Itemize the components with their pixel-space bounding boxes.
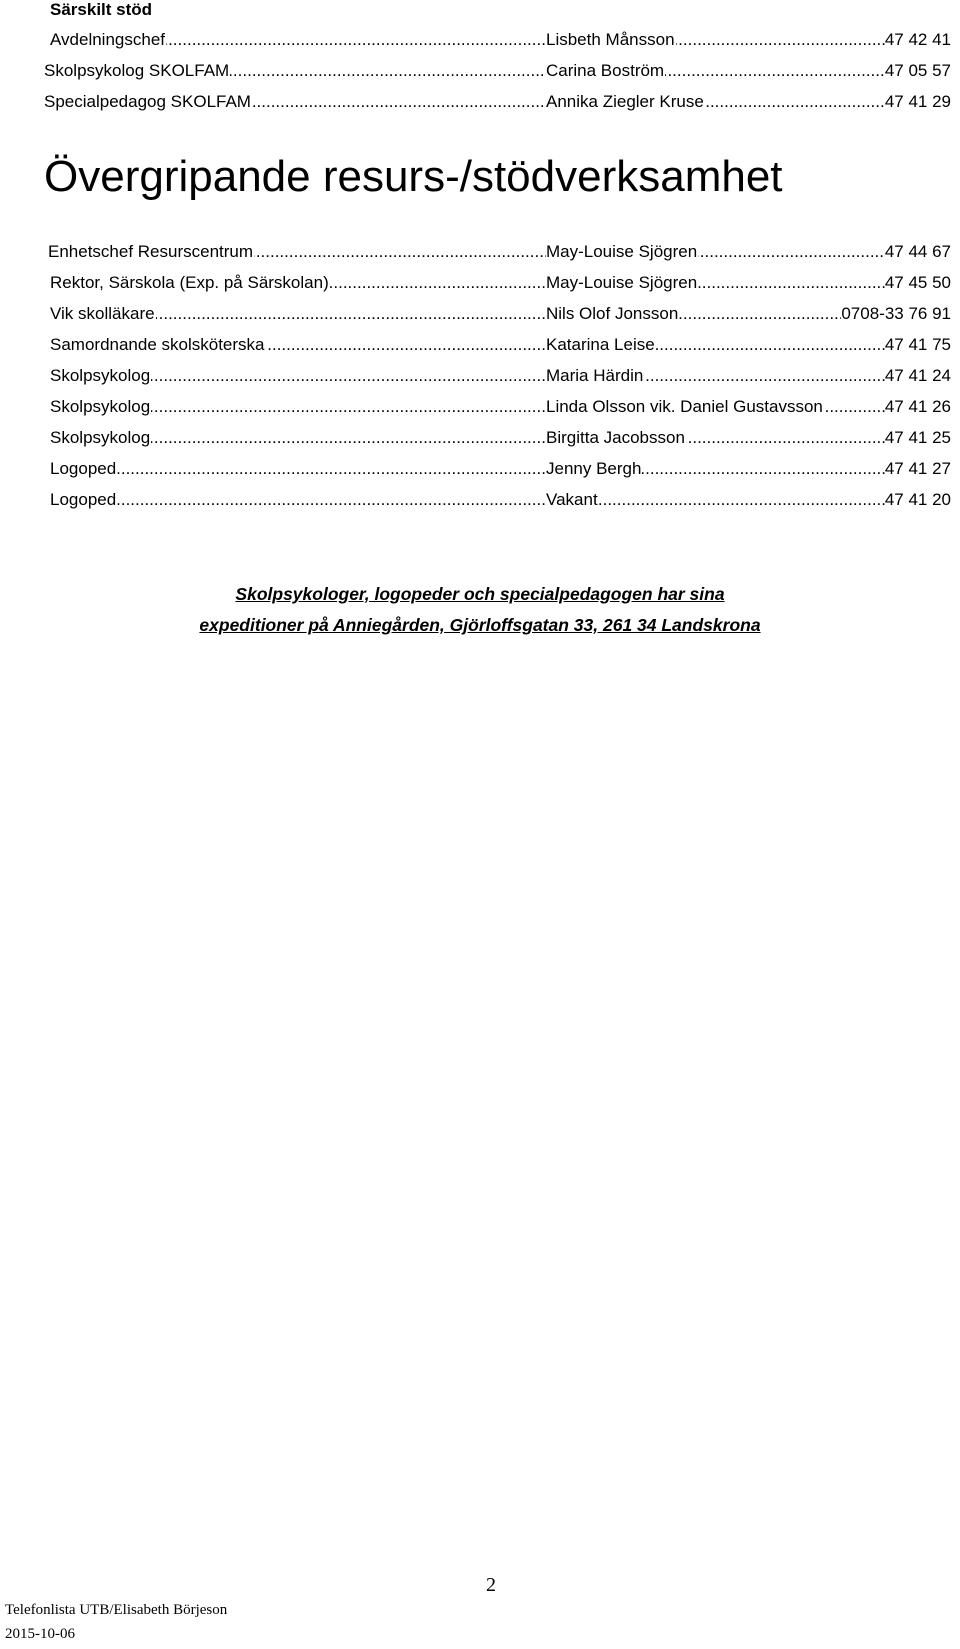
phone-number: 47 05 57 [884,61,951,80]
contact-row [0,488,960,512]
contact-name: Vakant [546,490,598,509]
role-label: Rektor, Särskola (Exp. på Särskolan) [50,273,329,292]
role-label: Vik skolläkare [50,304,155,323]
contact-row [0,395,960,419]
role-label: Specialpedagog SKOLFAM [44,92,251,111]
contact-name: Birgitta Jacobsson [546,428,685,447]
phone-number: 47 41 29 [884,92,951,111]
contact-row [0,364,960,388]
role-label: Skolpsykolog SKOLFAM [44,61,230,80]
role-label: Skolpsykolog [50,428,151,447]
contact-name: Annika Ziegler Kruse [546,92,704,111]
contact-name: May-Louise Sjögren [546,242,698,261]
role-label: Skolpsykolog [50,366,151,385]
role-label: Enhetschef Resurscentrum [48,242,254,261]
role-label: Samordnande skolsköterska [50,335,265,354]
role-label: Skolpsykolog [50,397,151,416]
phone-number: 47 41 24 [884,366,951,385]
role-label: Logoped [50,459,117,478]
office-note-line-1: Skolpsykologer, logopeder och specialpedagogen har sina [235,584,725,604]
phone-number: 47 41 75 [884,335,951,354]
contact-row [0,302,960,326]
phone-number: 0708-33 76 91 [841,304,951,323]
contact-name: Maria Härdin [546,366,644,385]
office-note-line-2: expeditioner på Anniegården, Gjörloffsgatan 33, 261 34 Landskrona [199,615,761,635]
contact-name: Jenny Bergh [546,459,642,478]
section-title-overarching: Övergripande resurs-/stödverksamhet [44,152,783,201]
contact-name: May-Louise Sjögren [546,273,698,292]
phone-number: 47 44 67 [884,242,951,261]
contact-name: Carina Boström [546,61,665,80]
footer-document-title: Telefonlista UTB/Elisabeth Börjeson [5,1602,228,1618]
contact-name: Lisbeth Månsson [546,30,675,49]
contact-row [0,333,960,357]
footer-date: 2015-10-06 [5,1626,75,1642]
contact-name: Katarina Leise [546,335,655,354]
phone-number: 47 41 27 [884,459,951,478]
contact-row [0,271,960,295]
contact-row [0,59,960,83]
contact-row [0,426,960,450]
contact-row [0,457,960,481]
phone-number: 47 41 25 [884,428,951,447]
phone-number: 47 45 50 [884,273,951,292]
phone-number: 47 41 26 [884,397,951,416]
phone-number: 47 42 41 [884,30,951,49]
contact-name: Linda Olsson vik. Daniel Gustavsson [546,397,823,416]
contact-row [0,90,960,114]
phone-number: 47 41 20 [884,490,951,509]
contact-row [0,28,960,52]
contact-row [0,240,960,264]
contact-name: Nils Olof Jonsson [546,304,679,323]
section-title-special-support: Särskilt stöd [50,0,153,19]
role-label: Avdelningschef [50,30,165,49]
role-label: Logoped [50,490,117,509]
page-number: 2 [486,1574,496,1596]
